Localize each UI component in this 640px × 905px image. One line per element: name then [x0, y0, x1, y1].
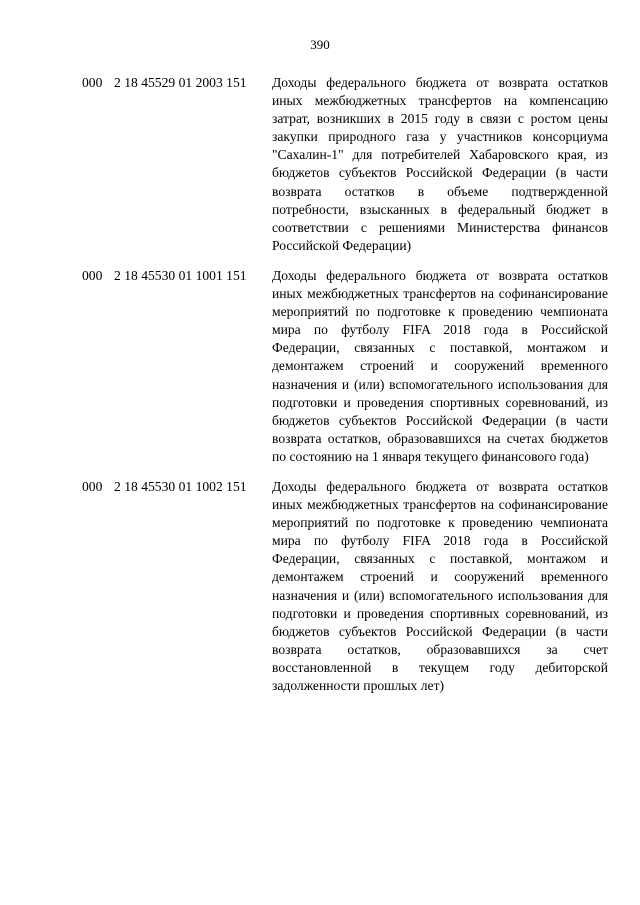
- table-row: [82, 267, 608, 466]
- budget-code-table: [82, 74, 608, 707]
- revenue-description: Доходы федерального бюджета от возврата остатков иных межбюджетных трансфертов на софинансирование мероприятий по подготовке к проведению чемпионата мира по футболу FIFA 2018 года в Российской Федерации, связанных с поставкой, монтажом и демонтажем строений и сооружений временного назначения и (или) вспомогательного использования для подготовки и проведения спортивных соревнований, из бюджетов субъектов Российской Федерации (в части возврата остатков, образовавшихся за счет восстановленной в текущем году дебиторской задолженности прошлых лет): [272, 478, 608, 693]
- budget-classification-code: 2 18 45529 01 2003 151: [114, 75, 247, 90]
- revenue-description: Доходы федерального бюджета от возврата остатков иных межбюджетных трансфертов на софинансирование мероприятий по подготовке к проведению чемпионата мира по футболу FIFA 2018 года в Российской Федерации, связанных с поставкой, монтажом и демонтажем строений и сооружений временного назначения и (или) вспомогательного использования для подготовки и проведения спортивных соревнований, из бюджетов субъектов Российской Федерации (в части возврата остатков, образовавшихся на счетах бюджетов по состоянию на 1 января текущего финансового года): [272, 267, 608, 464]
- revenue-description: Доходы федерального бюджета от возврата остатков иных межбюджетных трансфертов на компенсацию затрат, возникших в 2015 году в связи с ростом цены закупки природного газа у участников консорциума "Сахалин-1" для потребителей Хабаровского края, из бюджетов субъектов Российской Федерации (в части возврата остатков в объеме подтвержденной потребности, взысканных в федеральный бюджет в соответствии с решениями Министерства финансов Российской Федерации): [272, 75, 608, 253]
- admin-code: 000: [82, 75, 103, 90]
- budget-classification-code: 2 18 45530 01 1001 151: [114, 267, 247, 283]
- table-row: [82, 74, 608, 255]
- admin-code: 000: [82, 267, 103, 283]
- budget-classification-code: 2 18 45530 01 1002 151: [114, 478, 247, 494]
- admin-code: 000: [82, 478, 103, 494]
- page-number: 390: [310, 37, 330, 52]
- table-row: [82, 478, 608, 695]
